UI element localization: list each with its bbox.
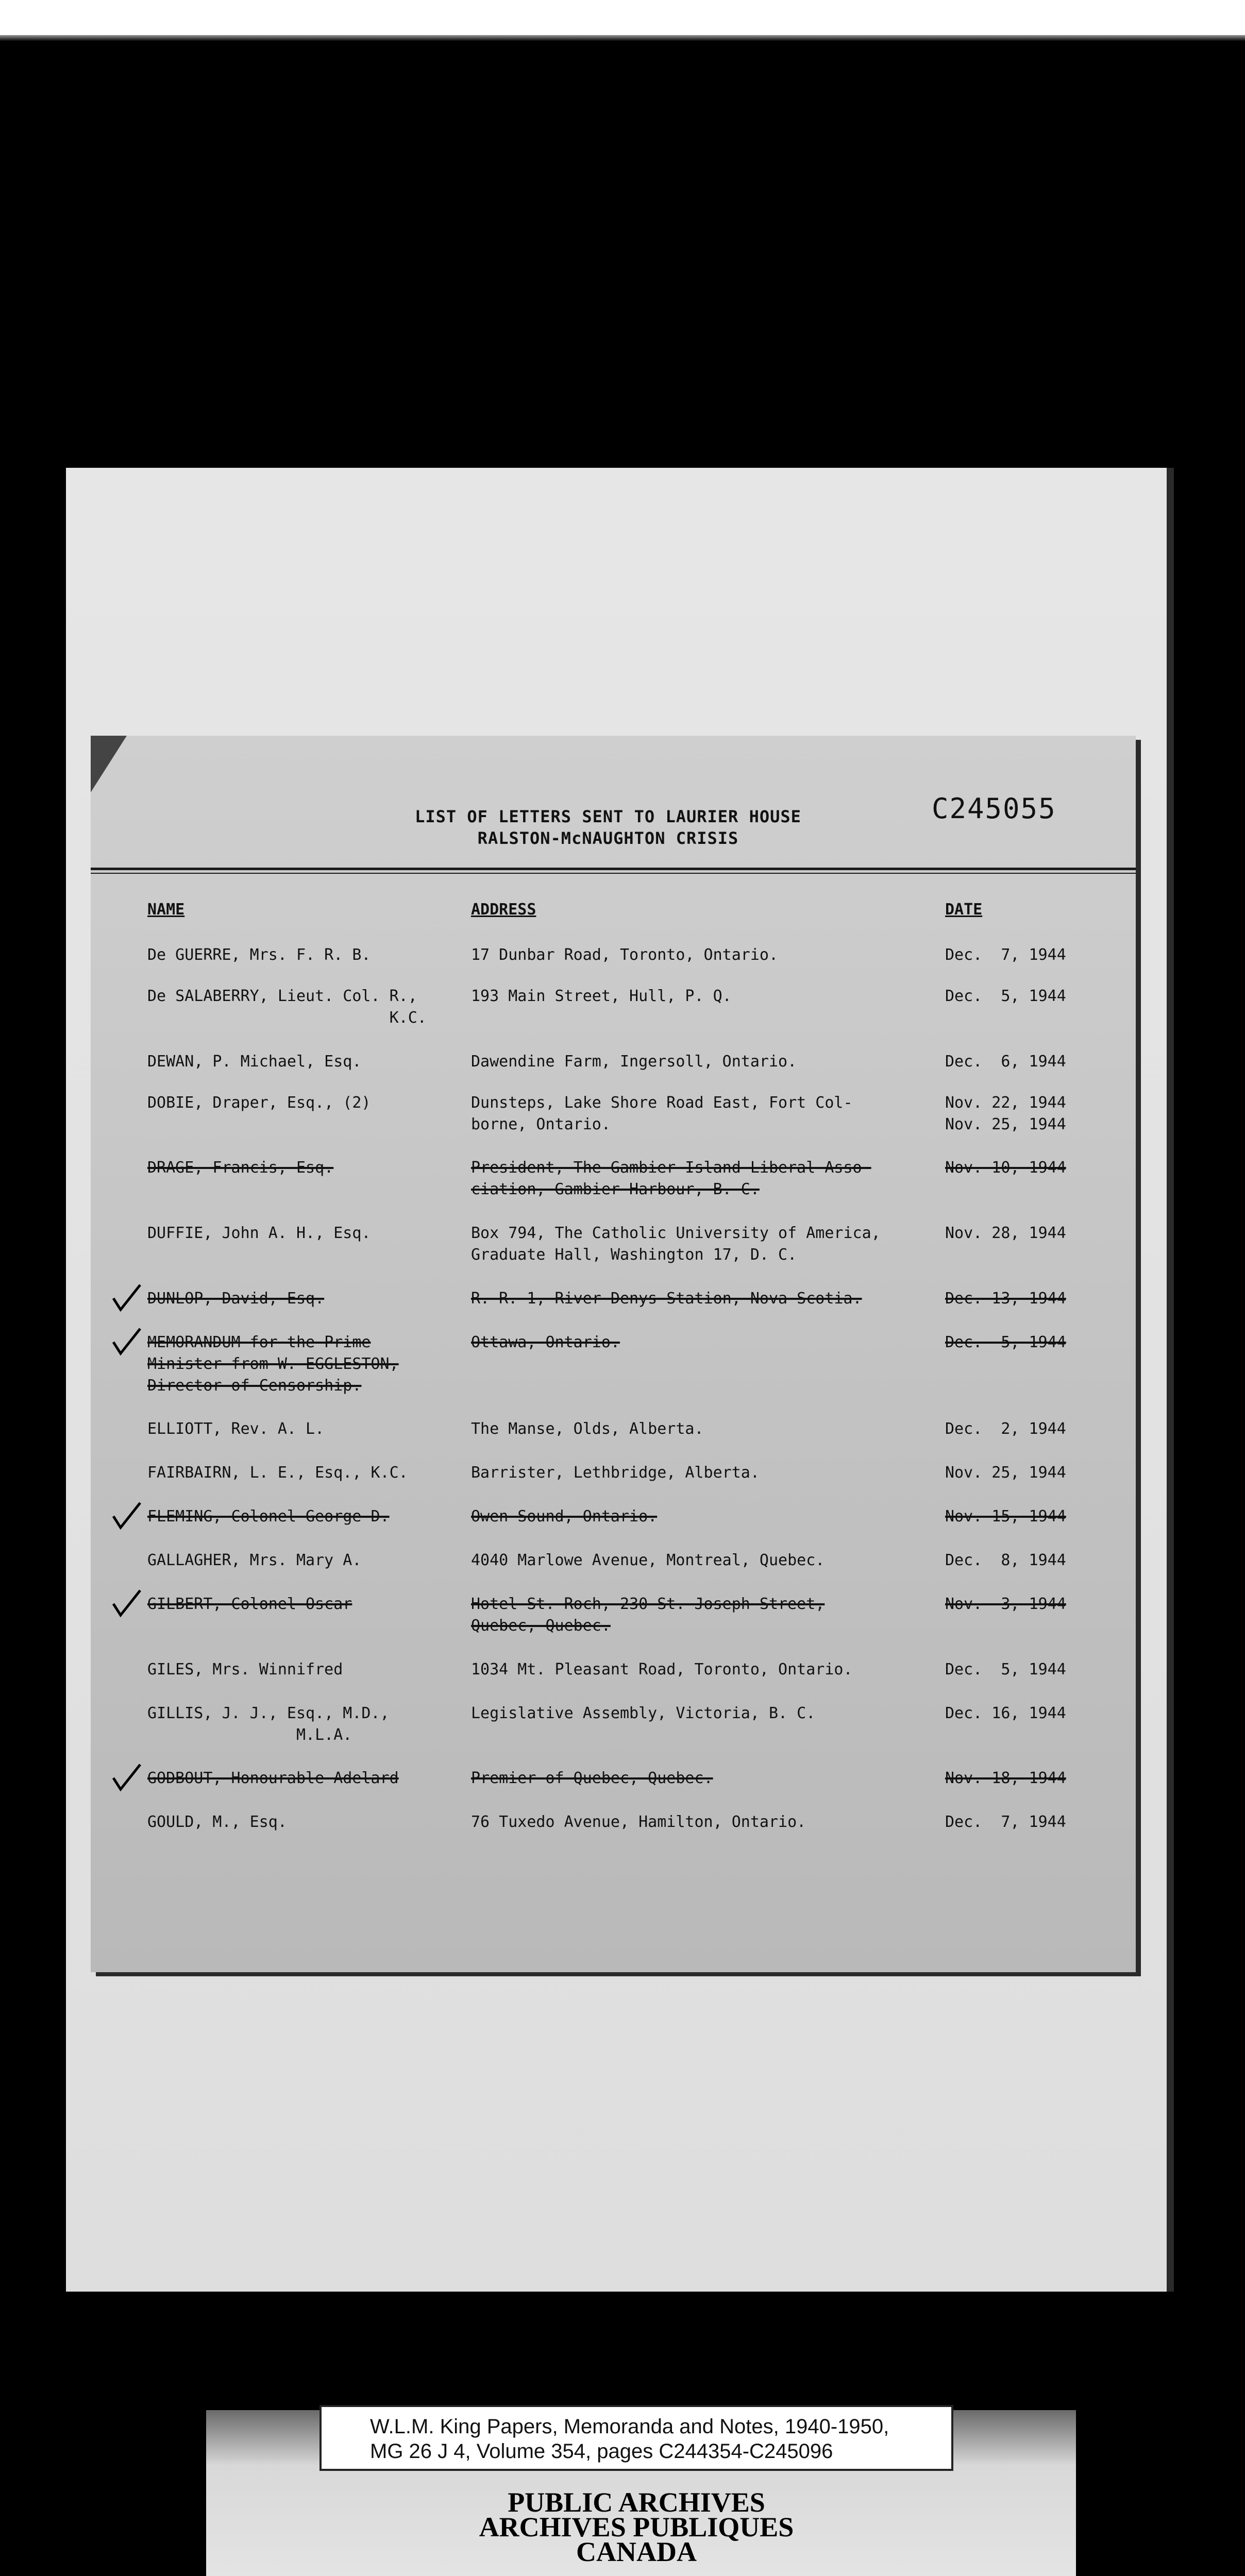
entry-date: Dec. 7, 1944	[945, 946, 1066, 964]
entry-name: DUNLOP, David, Esq.	[147, 1290, 325, 1308]
entry-name: FAIRBAIRN, L. E., Esq., K.C.	[147, 1464, 408, 1482]
entry-address: Legislative Assembly, Victoria, B. C.	[471, 1704, 816, 1722]
entry-address: Owen Sound, Ontario.	[471, 1507, 658, 1526]
entry-date: Nov. 3, 1944	[945, 1595, 1066, 1613]
entry-address: 17 Dunbar Road, Toronto, Ontario.	[471, 946, 779, 964]
entry-date: Dec. 5, 1944	[945, 987, 1066, 1005]
entry-name: DEWAN, P. Michael, Esq.	[147, 1053, 362, 1071]
entry-name: GILES, Mrs. Winnifred	[147, 1660, 343, 1679]
entry-name: FLEMING, Colonel George D.	[147, 1507, 390, 1526]
entry-name: MEMORANDUM for the Prime Minister from W. EGGLESTON, Director of Censorship.	[147, 1333, 399, 1395]
entry-date: Dec. 5, 1944	[945, 1333, 1066, 1351]
entry-address: 4040 Marlowe Avenue, Montreal, Quebec.	[471, 1551, 825, 1569]
entry-date: Dec. 5, 1944	[945, 1660, 1066, 1679]
citation-label	[319, 2405, 953, 2471]
entry-address: 76 Tuxedo Avenue, Hamilton, Ontario.	[471, 1813, 806, 1831]
archive-stamp-country: CANADA	[576, 2536, 697, 2567]
entry-name: DOBIE, Draper, Esq., (2)	[147, 1094, 371, 1112]
entry-name: GILBERT, Colonel Oscar	[147, 1595, 352, 1613]
entry-date: Nov. 28, 1944	[945, 1224, 1066, 1242]
entry-address: 193 Main Street, Hull, P. Q.	[471, 987, 732, 1005]
film-edge	[0, 35, 1245, 41]
entry-name: DUFFIE, John A. H., Esq.	[147, 1224, 371, 1242]
archive-stamp-english: PUBLIC ARCHIVES	[508, 2487, 765, 2518]
entry-name: De GUERRE, Mrs. F. R. B.	[147, 946, 371, 964]
entry-date: Nov. 15, 1944	[945, 1507, 1066, 1526]
entry-name: GALLAGHER, Mrs. Mary A.	[147, 1551, 362, 1569]
folded-corner	[91, 736, 127, 792]
citation-line: MG 26 J 4, Volume 354, pages C244354-C245096	[370, 2440, 833, 2463]
header-rule	[91, 868, 1136, 870]
header-rule-thin	[91, 873, 1136, 874]
entry-name: ELLIOTT, Rev. A. L.	[147, 1420, 325, 1438]
entry-date: Dec. 2, 1944	[945, 1420, 1066, 1438]
entry-address: Premier of Quebec, Quebec.	[471, 1769, 713, 1787]
entry-date: Nov. 18, 1944	[945, 1769, 1066, 1787]
entry-date: Dec. 16, 1944	[945, 1704, 1066, 1722]
entry-address: Box 794, The Catholic University of America, Graduate Hall, Washington 17, D. C.	[471, 1224, 881, 1264]
entry-address: R. R. 1, River Denys Station, Nova Scotia.	[471, 1290, 862, 1308]
entry-name: GILLIS, J. J., Esq., M.D., M.L.A.	[147, 1704, 390, 1744]
entry-date: Nov. 25, 1944	[945, 1464, 1066, 1482]
entry-date: Nov. 10, 1944	[945, 1159, 1066, 1177]
entry-address: Ottawa, Ontario.	[471, 1333, 620, 1351]
entry-address: 1034 Mt. Pleasant Road, Toronto, Ontario.	[471, 1660, 853, 1679]
entry-date: Dec. 6, 1944	[945, 1053, 1066, 1071]
entry-address: Dunsteps, Lake Shore Road East, Fort Col- borne, Ontario.	[471, 1094, 853, 1133]
document-title: LIST OF LETTERS SENT TO LAURIER HOUSE	[415, 807, 801, 826]
entry-name: GODBOUT, Honourable Adelard	[147, 1769, 399, 1787]
entry-date: Dec. 7, 1944	[945, 1813, 1066, 1831]
entry-name: GOULD, M., Esq.	[147, 1813, 287, 1831]
entry-date: Nov. 22, 1944 Nov. 25, 1944	[945, 1094, 1066, 1133]
checkmark-icon	[111, 1501, 142, 1532]
entry-address: President, The Gambier Island Liberal Asso- ciation, Gambier Harbour, B. C.	[471, 1159, 871, 1198]
checkmark-icon	[111, 1588, 142, 1619]
checkmark-icon	[111, 1762, 142, 1793]
column-header-address: ADDRESS	[471, 901, 536, 919]
entry-date: Dec. 13, 1944	[945, 1290, 1066, 1308]
checkmark-icon	[111, 1283, 142, 1314]
entry-address: Dawendine Farm, Ingersoll, Ontario.	[471, 1053, 797, 1071]
entry-address: The Manse, Olds, Alberta.	[471, 1420, 704, 1438]
film-top-margin	[0, 0, 1245, 35]
archive-stamp-french: ARCHIVES PUBLIQUES	[479, 2512, 794, 2543]
entry-date: Dec. 8, 1944	[945, 1551, 1066, 1569]
document-subtitle: RALSTON-McNAUGHTON CRISIS	[477, 828, 739, 848]
entry-address: Barrister, Lethbridge, Alberta.	[471, 1464, 760, 1482]
entry-name: De SALABERRY, Lieut. Col. R., K.C.	[147, 987, 427, 1027]
document-number: C245055	[932, 792, 1056, 825]
column-header-name: NAME	[147, 901, 185, 919]
entry-address: Hotel St. Roch, 230 St. Joseph Street, Quebec, Quebec.	[471, 1595, 825, 1635]
column-header-date: DATE	[945, 901, 983, 919]
checkmark-icon	[111, 1327, 142, 1358]
letter-list-page	[91, 736, 1136, 1972]
entry-name: DRAGE, Francis, Esq.	[147, 1159, 334, 1177]
citation-line: W.L.M. King Papers, Memoranda and Notes, 1940-1950,	[370, 2415, 889, 2438]
